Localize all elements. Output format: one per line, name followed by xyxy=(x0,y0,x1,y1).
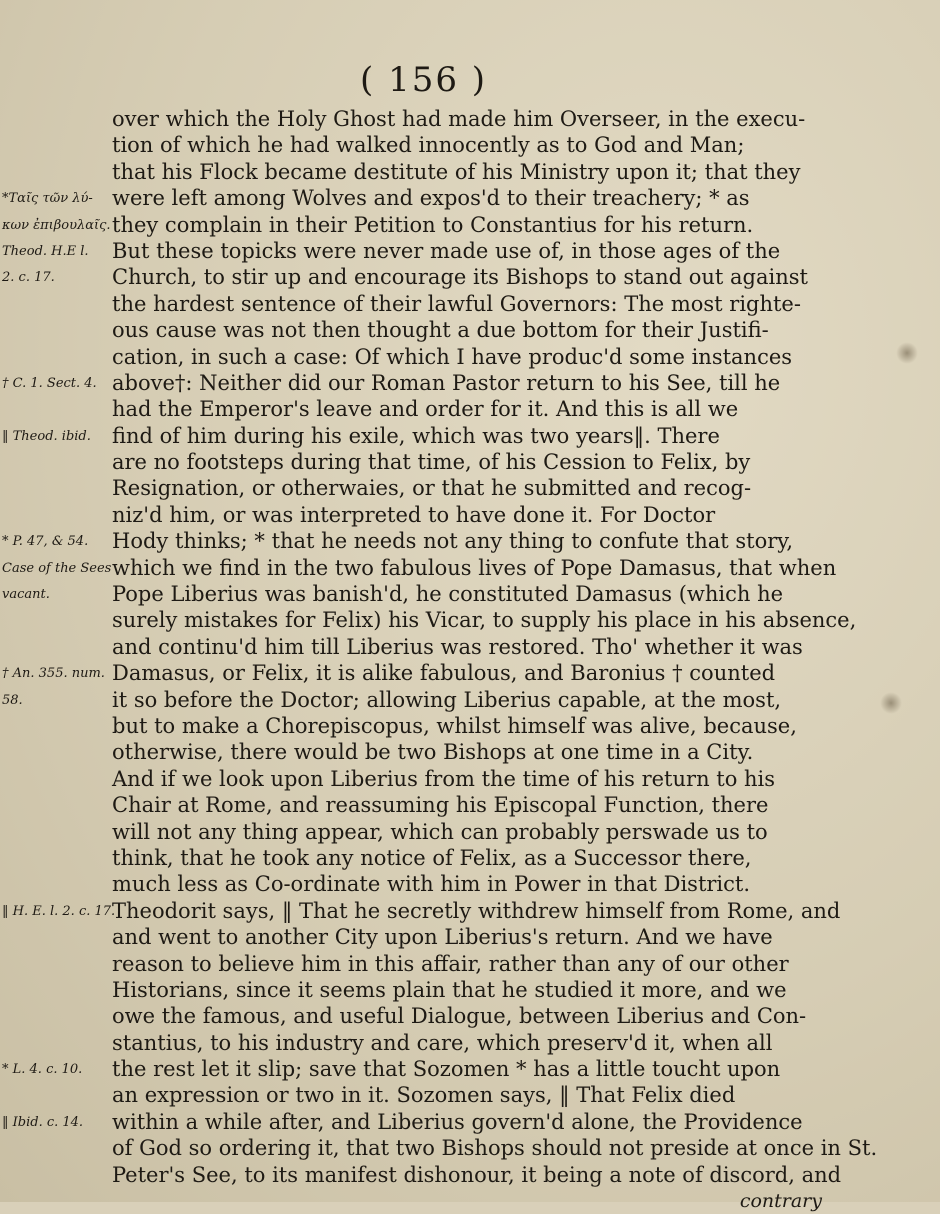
text-line: an expression or two in it. Sozomen says, ‖ That Felix died xyxy=(112,1083,736,1108)
margin-note: ‖ Theod. ibid. xyxy=(2,428,91,444)
margin-note: vacant. xyxy=(2,587,50,603)
text-line: of God so ordering it, that two Bishops should not preside at once in St. xyxy=(112,1136,878,1161)
text-line: Theodorit says, ‖ That he secretly withdrew himself from Rome, and xyxy=(112,898,841,923)
paper-stain xyxy=(896,342,918,364)
text-line: and went to another City upon Liberius's return. And we have xyxy=(112,925,773,950)
text-line: Pope Liberius was banish'd, he constituted Damasus (which he xyxy=(112,582,784,607)
main-text xyxy=(112,106,902,1214)
text-line: ous cause was not then thought a due bottom for their Justifi- xyxy=(112,318,769,343)
text-line: Church, to stir up and encourage its Bishops to stand out against xyxy=(112,265,808,290)
margin-note: † An. 355. num. xyxy=(2,666,105,682)
text-line: within a while after, and Liberius govern'd alone, the Providence xyxy=(112,1109,803,1134)
text-line: over which the Holy Ghost had made him Overseer, in the execu- xyxy=(112,107,806,131)
text-line: find of him during his exile, which was two years‖. There xyxy=(112,423,720,448)
text-line: Damasus, or Felix, it is alike fabulous, and Baronius † counted xyxy=(112,661,776,686)
text-line: that his Flock became destitute of his Ministry upon it; that they xyxy=(112,159,801,184)
text-line: much less as Co-ordinate with him in Power in that District. xyxy=(112,872,751,897)
text-line: cation, in such a case: Of which I have produc'd some instances xyxy=(112,344,793,369)
text-line: owe the famous, and useful Dialogue, between Liberius and Con- xyxy=(112,1004,807,1029)
text-line: the hardest sentence of their lawful Governors: The most righte- xyxy=(112,291,801,316)
margin-note: * L. 4. c. 10. xyxy=(2,1062,83,1078)
text-line: niz'd him, or was interpreted to have done it. For Doctor xyxy=(112,502,716,527)
catchword: contrary xyxy=(739,1190,822,1213)
text-line: Historians, since it seems plain that he studied it more, and we xyxy=(112,977,787,1002)
text-line: are no footsteps during that time, of his Cession to Felix, by xyxy=(112,450,751,475)
text-line: Peter's See, to its manifest dishonour, it being a note of discord, and xyxy=(112,1162,842,1187)
margin-note: ‖ Ibid. c. 14. xyxy=(2,1115,84,1131)
text-line: surely mistakes for Felix) his Vicar, to supply his place in his absence, xyxy=(112,608,857,633)
text-line: will not any thing appear, which can probably perswade us to xyxy=(112,819,768,844)
text-line: otherwise, there would be two Bishops at one time in a City. xyxy=(112,740,754,765)
text-line: they complain in their Petition to Constantius for his return. xyxy=(112,212,754,237)
text-line: And if we look upon Liberius from the time of his return to his xyxy=(112,766,776,791)
margin-note: κων ἐπιβουλαῖς. xyxy=(2,217,111,233)
margin-note: * P. 47, & 54. xyxy=(2,534,89,550)
text-line: which we find in the two fabulous lives of Pope Damasus, that when xyxy=(112,555,837,580)
text-line: tion of which he had walked innocently as to God and Man; xyxy=(112,133,745,158)
text-line: it so before the Doctor; allowing Liberius capable, at the most, xyxy=(112,687,782,712)
margin-note: ‖ H. E. l. 2. c. 17. xyxy=(2,904,116,919)
text-line: reason to believe him in this affair, rather than any of our other xyxy=(112,951,789,976)
text-line: Resignation, or otherwaies, or that he submitted and recog- xyxy=(112,476,752,501)
margin-note: 2. c. 17. xyxy=(2,270,55,286)
margin-note: Case of the Sees xyxy=(2,560,112,576)
text-line: above†: Neither did our Roman Pastor return to his See, till he xyxy=(112,370,781,395)
margin-note: † C. 1. Sect. 4. xyxy=(2,376,97,391)
text-line: stantius, to his industry and care, which preserv'd it, when all xyxy=(112,1030,773,1055)
text-line: Hody thinks; * that he needs not any thing to confute that story, xyxy=(112,529,794,554)
text-line: and continu'd him till Liberius was restored. Tho' whether it was xyxy=(112,634,803,659)
margin-note: Theod. H.E l. xyxy=(2,244,89,259)
text-line: think, that he took any notice of Felix, as a Successor there, xyxy=(112,845,752,870)
margin-note: 58. xyxy=(2,692,23,708)
paper-stain xyxy=(880,692,902,714)
page-number: ( 156 ) xyxy=(360,60,488,100)
margin-note: *Ταῖς τῶν λύ- xyxy=(2,191,93,207)
text-line: had the Emperor's leave and order for it. And this is all we xyxy=(112,397,739,422)
text-line: but to make a Chorepiscopus, whilst himself was alive, because, xyxy=(112,713,797,738)
text-line: were left among Wolves and expos'd to their treachery; * as xyxy=(112,186,750,211)
text-line: Chair at Rome, and reassuming his Episcopal Function, there xyxy=(112,793,769,818)
text-line: the rest let it slip; save that Sozomen * has a little toucht upon xyxy=(112,1057,781,1082)
text-line: But these topicks were never made use of, in those ages of the xyxy=(112,238,781,263)
